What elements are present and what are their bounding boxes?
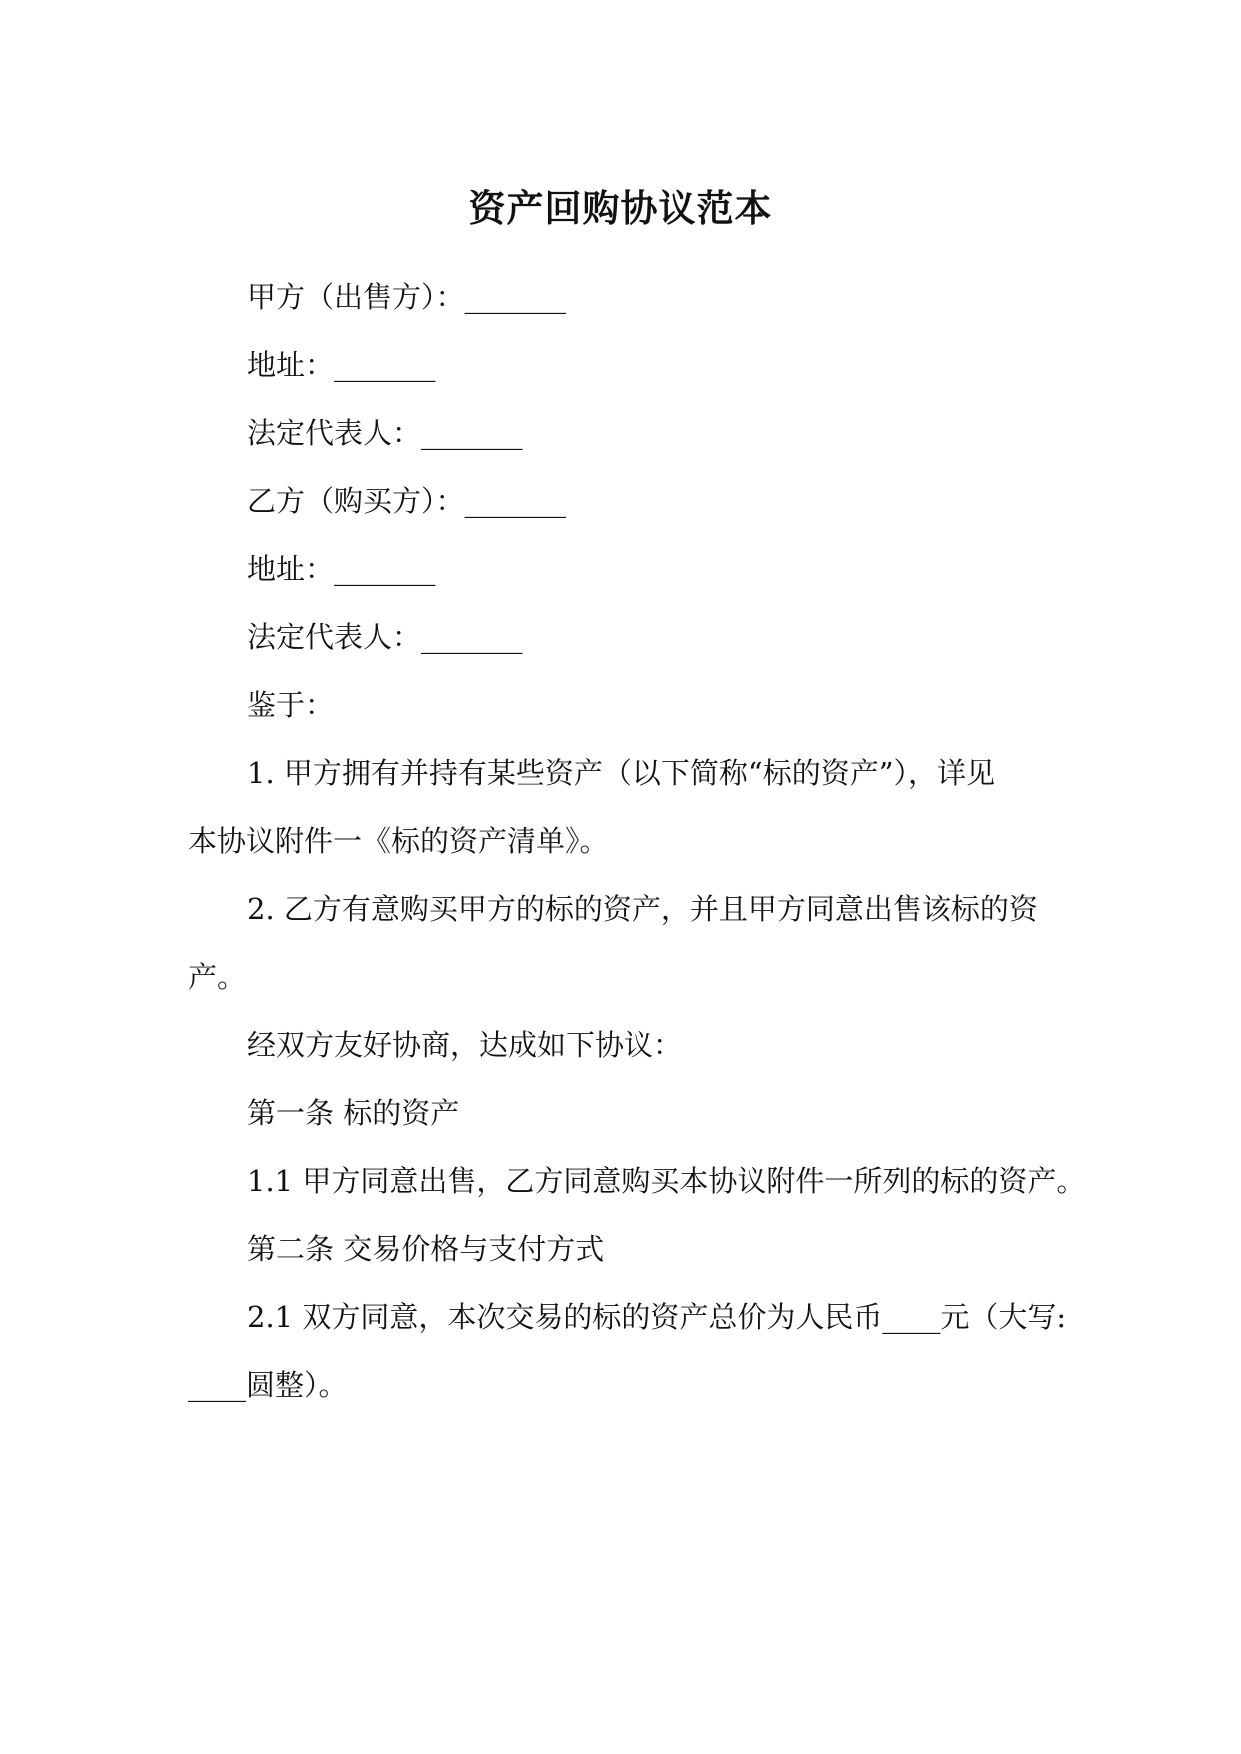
party-b-representative-line: 法定代表人：_______ — [247, 620, 523, 654]
recital-1-line-1: 1. 甲方拥有并持有某些资产（以下简称“标的资产”），详见 — [247, 756, 996, 790]
party-a-address-line: 地址：_______ — [247, 348, 436, 382]
party-a-representative-line: 法定代表人：_______ — [247, 416, 523, 450]
article-1-heading: 第一条 标的资产 — [247, 1096, 460, 1130]
recital-1-line-2: 本协议附件一《标的资产清单》。 — [188, 824, 609, 858]
clause-1-1: 1.1 甲方同意出售，乙方同意购买本协议附件一所列的标的资产。 — [247, 1164, 1086, 1198]
clause-2-1-line-1: 2.1 双方同意，本次交易的标的资产总价为人民币____元（大写: — [247, 1300, 1067, 1334]
party-b-line: 乙方（购买方）：_______ — [247, 484, 567, 518]
document-title: 资产回购协议范本 — [468, 186, 773, 230]
party-b-address-line: 地址：_______ — [247, 552, 436, 586]
agreement-intro: 经双方友好协商，达成如下协议： — [247, 1028, 683, 1062]
recital-2-line-2: 产。 — [188, 960, 247, 994]
whereas-heading: 鉴于： — [247, 688, 335, 722]
party-a-line: 甲方（出售方）：_______ — [247, 280, 567, 314]
article-2-heading: 第二条 交易价格与支付方式 — [247, 1232, 605, 1266]
recital-2-line-1: 2. 乙方有意购买甲方的标的资产，并且甲方同意出售该标的资 — [247, 892, 1038, 926]
clause-2-1-line-2: ____圆整）。 — [188, 1368, 348, 1402]
